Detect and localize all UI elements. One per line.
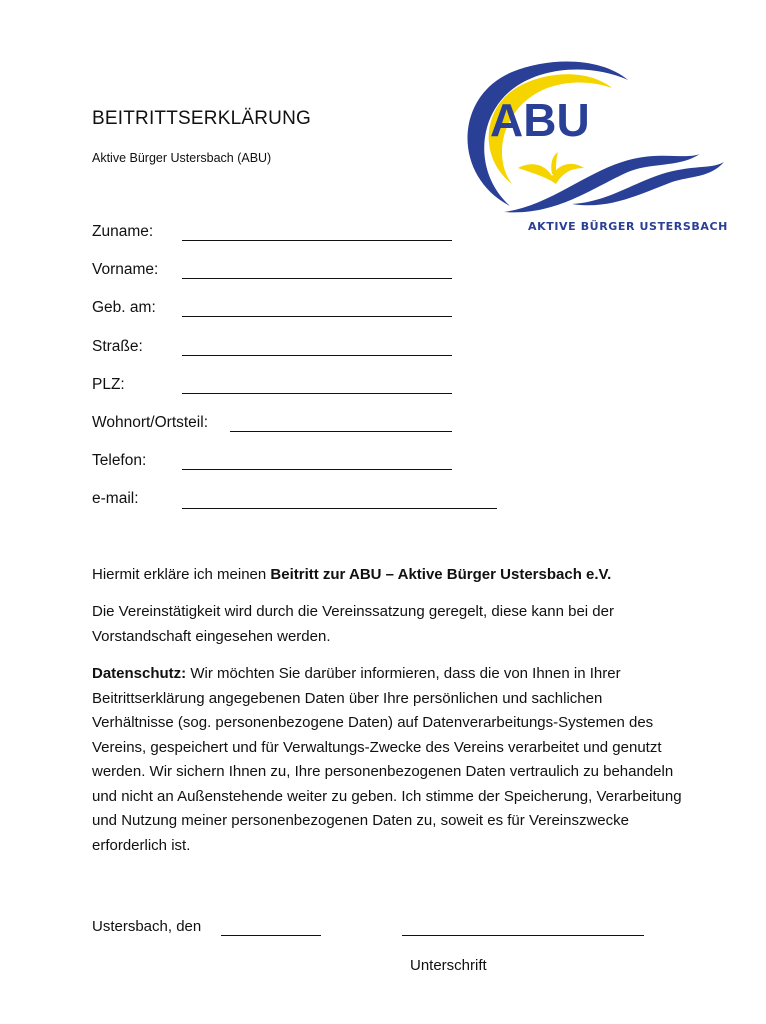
privacy-heading: Datenschutz: [92, 665, 187, 682]
label-plz: PLZ: [92, 376, 125, 393]
line-zuname[interactable] [182, 240, 452, 241]
line-vorname[interactable] [182, 278, 452, 279]
logo-bird [518, 164, 584, 184]
declaration-prefix: Hiermit erkläre ich meinen [92, 566, 271, 583]
line-date[interactable] [221, 935, 321, 936]
line-strasse[interactable] [182, 355, 452, 356]
page-title: BEITRITTSERKLÄRUNG [92, 108, 311, 129]
label-geburtsdatum: Geb. am: [92, 299, 156, 316]
statute-text: Die Vereinstätigkeit wird durch die Vereinssatzung geregelt, diese kann bei der Vorstandschaft eingesehen werden. [92, 603, 614, 645]
place-date-label: Ustersbach, den [92, 918, 202, 935]
label-zuname: Zuname: [92, 223, 154, 240]
label-strasse: Straße: [92, 338, 143, 355]
page-subtitle: Aktive Bürger Ustersbach (ABU) [92, 151, 272, 165]
line-plz[interactable] [182, 393, 452, 394]
line-telefon[interactable] [182, 469, 452, 470]
label-email: e-mail: [92, 490, 139, 507]
declaration-bold: Beitritt zur ABU – Aktive Bürger Ustersbach e.V. [270, 566, 612, 583]
line-wohnort[interactable] [230, 431, 452, 432]
abu-logo [452, 56, 732, 238]
declaration-text [92, 563, 692, 588]
logo-tagline: AKTIVE BÜRGER USTERSBACH [528, 220, 728, 233]
privacy-body: Wir möchten Sie darüber informieren, dass die von Ihnen in Ihrer Beitrittserklärung angegebenen Daten über Ihre persönlichen und sachlichen Verhältnisse (sog. personenbezogene Daten) auf Datenverarbeitungs-Systemen des Vereins, gespeichert und für Verwaltungs-Zwecke des Vereins verarbeitet und genutzt werden. Wir sichern Ihnen zu, Ihre personenbezogenen Daten vertraulich zu behandeln und nicht an Außenstehende weiter zu geben. Ich stimme der Speicherung, Verarbeitung und Nutzung meiner personenbezogenen Daten zu, soweit es für Vereinszwecke erforderlich ist. [92, 665, 682, 854]
line-signature[interactable] [402, 935, 644, 936]
label-telefon: Telefon: [92, 452, 147, 469]
label-vorname: Vorname: [92, 261, 159, 278]
line-geburtsdatum[interactable] [182, 316, 452, 317]
label-wohnort: Wohnort/Ortsteil: [92, 414, 209, 431]
logo-text: ABU [490, 94, 590, 146]
line-email[interactable] [182, 508, 497, 509]
signature-label: Unterschrift [410, 957, 487, 974]
privacy-text [92, 662, 682, 858]
